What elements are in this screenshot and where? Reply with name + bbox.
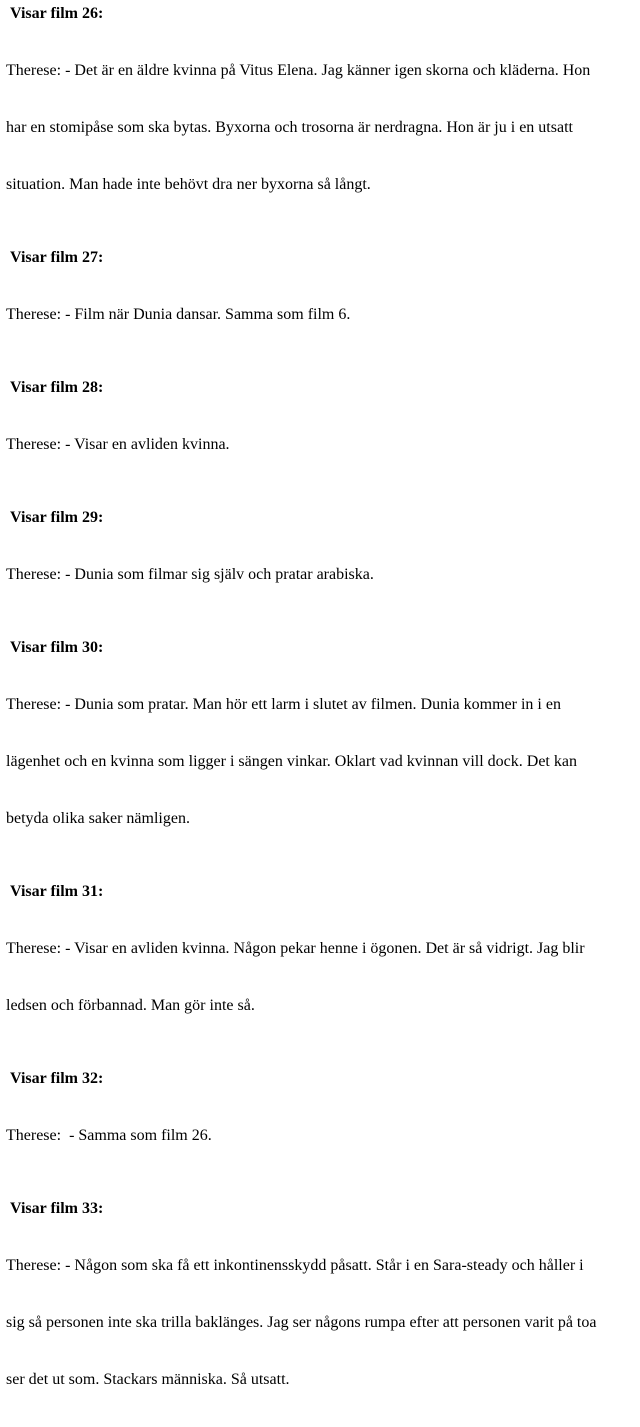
text-line: ser det ut som. Stackars människa. Så utsatt. xyxy=(6,1371,290,1388)
text-line: har en stomipåse som ska bytas. Byxorna och trosorna är nerdragna. Hon är ju i en utsatt xyxy=(6,119,573,136)
entry-film-32 xyxy=(6,1069,634,1183)
entry-heading: Visar film 32: xyxy=(10,1070,104,1087)
text-line: Therese: - Dunia som filmar sig själv och pratar arabiska. xyxy=(6,566,374,583)
entry-film-27 xyxy=(6,248,634,362)
entry-text xyxy=(6,1218,634,1427)
entry-heading: Visar film 28: xyxy=(10,379,104,396)
entry-film-29 xyxy=(6,508,634,622)
text-line: ledsen och förbannad. Man gör inte så. xyxy=(6,997,255,1014)
entry-text xyxy=(6,901,634,1053)
text-line: lägenhet och en kvinna som ligger i sängen vinkar. Oklart vad kvinnan vill dock. Det kan xyxy=(6,753,577,770)
entry-film-26 xyxy=(6,4,634,232)
entry-text xyxy=(6,527,634,622)
entry-film-30 xyxy=(6,638,634,866)
entry-text xyxy=(6,267,634,362)
text-line: Therese: - Visar en avliden kvinna. Någon pekar henne i ögonen. Det är så vidrigt. Jag blir xyxy=(6,940,585,957)
entry-heading: Visar film 33: xyxy=(10,1200,104,1217)
text-line: betyda olika saker nämligen. xyxy=(6,810,190,827)
entry-heading: Visar film 29: xyxy=(10,509,104,526)
text-line: sig så personen inte ska trilla baklänges. Jag ser någons rumpa efter att personen varit på toa xyxy=(6,1314,597,1331)
entry-text xyxy=(6,397,634,492)
entry-text xyxy=(6,1088,634,1183)
text-line: situation. Man hade inte behövt dra ner byxorna så långt. xyxy=(6,176,371,193)
text-line: Therese: - Någon som ska få ett inkontinensskydd påsatt. Står i en Sara-steady och håller i xyxy=(6,1257,584,1274)
entry-text xyxy=(6,23,634,232)
entry-film-31 xyxy=(6,882,634,1053)
text-line: Therese: - Dunia som pratar. Man hör ett larm i slutet av filmen. Dunia kommer in i en xyxy=(6,696,561,713)
entry-film-28 xyxy=(6,378,634,492)
entry-text xyxy=(6,657,634,866)
text-line: Therese: - Visar en avliden kvinna. xyxy=(6,436,230,453)
entry-heading: Visar film 27: xyxy=(10,249,104,266)
text-line: Therese: - Samma som film 26. xyxy=(6,1127,212,1144)
entry-heading: Visar film 31: xyxy=(10,883,104,900)
entry-film-33 xyxy=(6,1199,634,1427)
entry-heading: Visar film 30: xyxy=(10,639,104,656)
text-line: Therese: - Film när Dunia dansar. Samma som film 6. xyxy=(6,306,351,323)
entry-heading: Visar film 26: xyxy=(10,5,104,22)
text-line: Therese: - Det är en äldre kvinna på Vitus Elena. Jag känner igen skorna och kläderna. Hon xyxy=(6,62,591,79)
